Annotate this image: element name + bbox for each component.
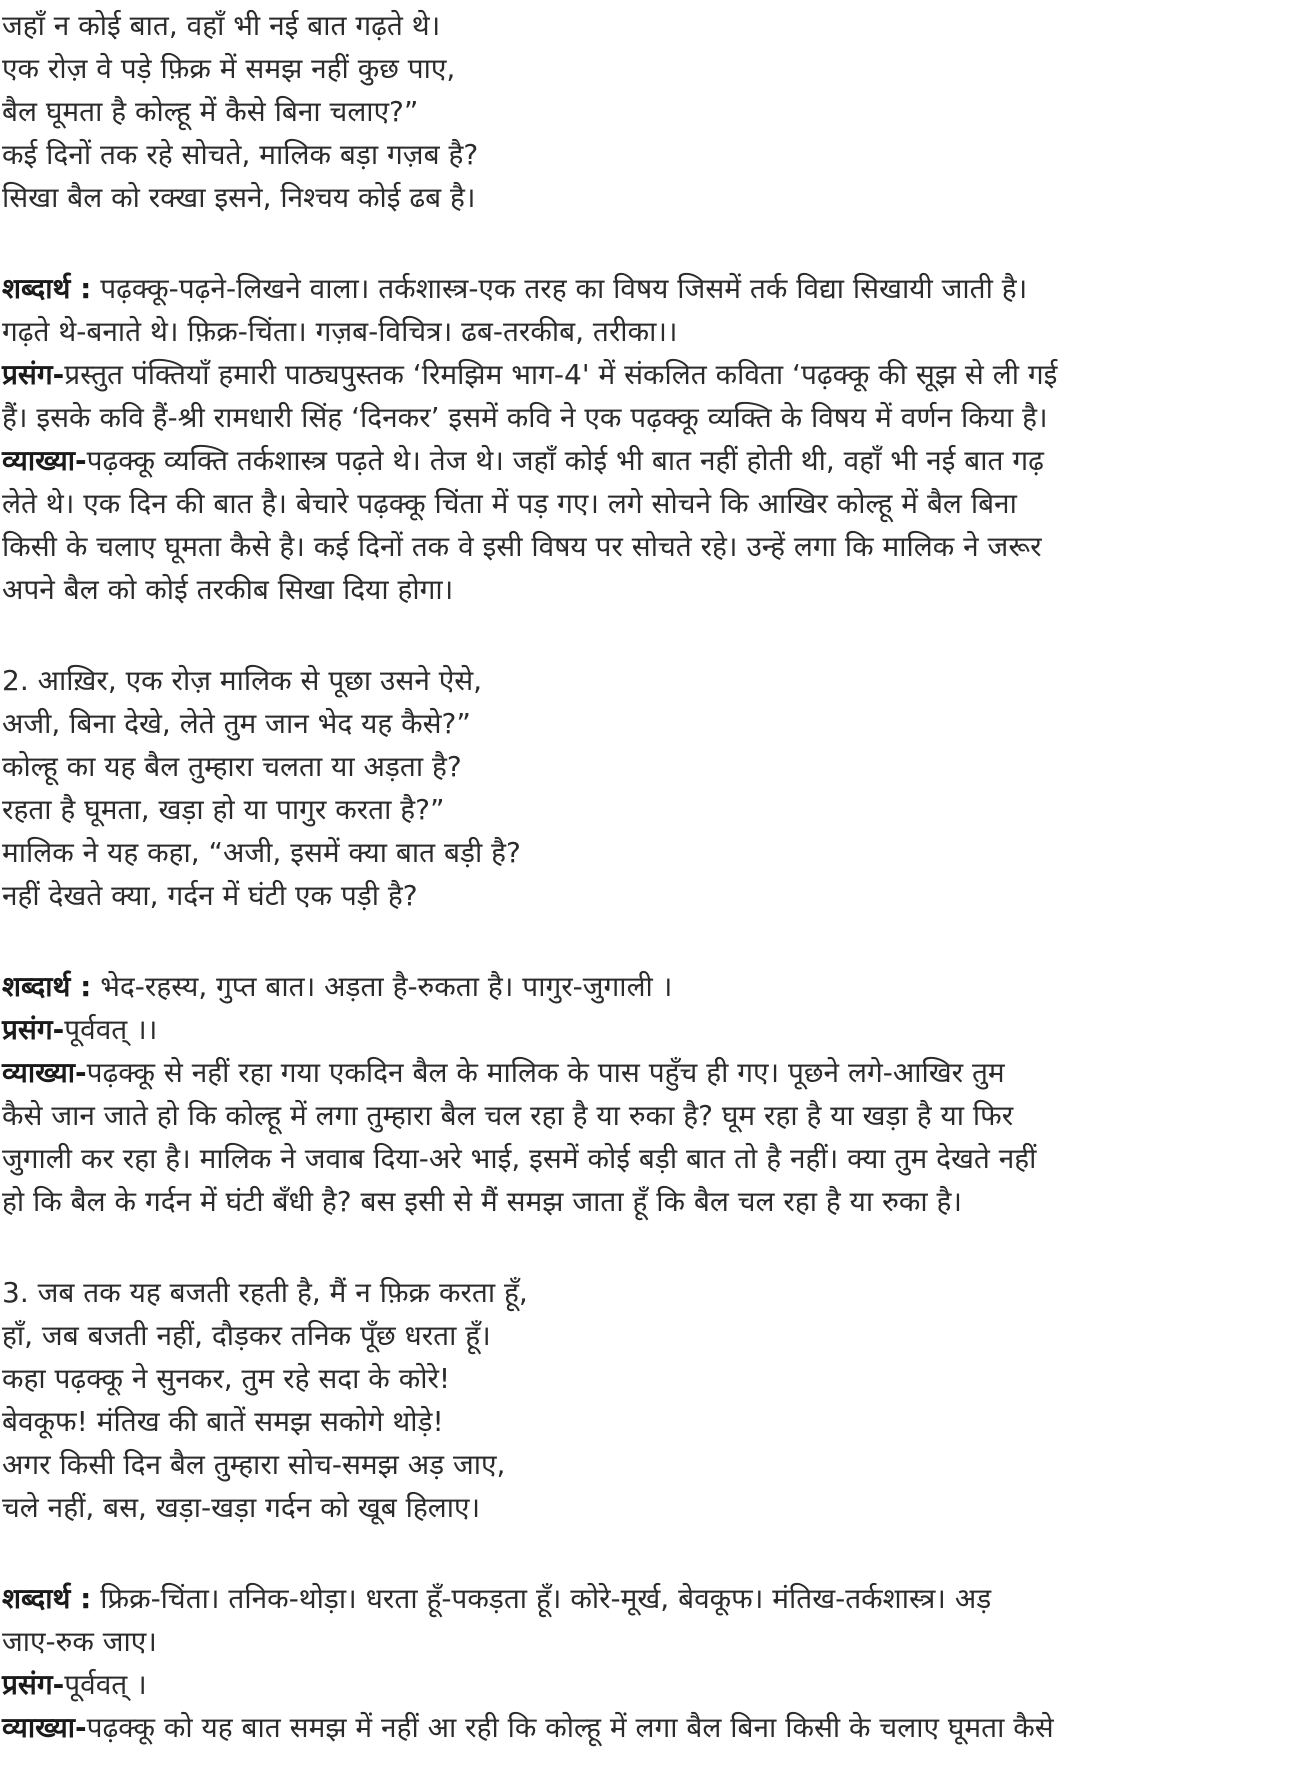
verse-line: एक रोज़ वे पड़े फ़िक्र में समझ नहीं कुछ पाए, <box>2 52 456 85</box>
verse-line: कई दिनों तक रहे सोचते, मालिक बड़ा गज़ब है? <box>2 138 479 171</box>
vyakhya-line <box>2 1051 1300 1094</box>
shabdarth-label: शब्दार्थ : <box>2 970 92 1003</box>
verse-line: अजी, बिना देखे, लेते तुम जान भेद यह कैसे?” <box>2 707 471 740</box>
shabdarth-text: फ्रिक्र-चिंता। तनिक-थोड़ा। धरता हूँ-पकड़ता हूँ। कोरे-मूर्ख, बेवकूफ। मंतिख-तर्कशास्त्र। अड़ <box>91 1582 992 1615</box>
vyakhya-line: लेते थे। एक दिन की बात है। बेचारे पढ़क्कू चिंता में पड़ गए। लगे सोचने कि आखिर कोल्हू में बैल बिना <box>2 487 1017 520</box>
spacer <box>2 219 1300 267</box>
prasang-label: प्रसंग- <box>2 358 65 391</box>
shabdarth-text: पढ़क्कू-पढ़ने-लिखने वाला। तर्कशास्त्र-एक तरह का विषय जिसमें तर्क विद्या सिखायी जाती है। <box>91 272 1028 305</box>
verse-line: कोल्हू का यह बैल तुम्हारा चलता या अड़ता है? <box>2 750 462 783</box>
section-1-notes <box>2 267 1300 611</box>
prasang-label: प्रसंग- <box>2 1013 65 1046</box>
vyakhya-text: पढ़क्कू से नहीं रहा गया एकदिन बैल के मालिक के पास पहुँच ही गए। पूछने लगे-आखिर तुम <box>86 1056 1005 1089</box>
verse-line: मालिक ने यह कहा, “अजी, इसमें क्या बात बड़ी है? <box>2 836 521 869</box>
prasang-text: प्रस्तुत पंक्तियाँ हमारी पाठ्यपुस्तक ‘रिमझिम भाग-4' में संकलित कविता ‘पढ़क्कू की सूझ से ली गई <box>64 358 1058 391</box>
vyakhya-line: अपने बैल को कोई तरकीब सिखा दिया होगा। <box>2 573 454 606</box>
shabdarth-line <box>2 965 1300 1008</box>
shabdarth-line: गढ़ते थे-बनाते थे। फ़िक्र-चिंता। गज़ब-विचित्र। ढब-तरकीब, तरीका।। <box>2 315 678 348</box>
vyakhya-text: पढ़क्कू को यह बात समझ में नहीं आ रही कि कोल्हू में लगा बैल बिना किसी के चलाए घूमता कैसे <box>86 1711 1054 1744</box>
stanza-1 <box>2 4 1300 219</box>
vyakhya-line: किसी के चलाए घूमता कैसे है। कई दिनों तक वे इसी विषय पर सोचते रहे। उन्हें लगा कि मालिक ने जरूर <box>2 530 1042 563</box>
shabdarth-line <box>2 267 1300 310</box>
verse-line: नहीं देखते क्या, गर्दन में घंटी एक पड़ी है? <box>2 879 418 912</box>
vyakhya-line: कैसे जान जाते हो कि कोल्हू में लगा तुम्हारा बैल चल रहा है या रुका है? घूम रहा है या खड़ा है या फिर <box>2 1099 1014 1132</box>
shabdarth-label: शब्दार्थ : <box>2 272 92 305</box>
vyakhya-label: व्याख्या- <box>2 1711 87 1744</box>
vyakhya-line <box>2 1706 1300 1749</box>
shabdarth-line <box>2 1577 1300 1620</box>
shabdarth-line: जाए-रुक जाए। <box>2 1625 157 1658</box>
stanza-2 <box>2 659 1300 917</box>
shabdarth-text: भेद-रहस्य, गुप्त बात। अड़ता है-रुकता है। पागुर-जुगाली । <box>91 970 673 1003</box>
shabdarth-label: शब्दार्थ : <box>2 1582 92 1615</box>
vyakhya-line: जुगाली कर रहा है। मालिक ने जवाब दिया-अरे भाई, इसमें कोई बड़ी बात तो है नहीं। क्या तुम देखते नहीं <box>2 1142 1037 1175</box>
verse-line: रहता है घूमता, खड़ा हो या पागुर करता है?” <box>2 793 445 826</box>
vyakhya-label: व्याख्या- <box>2 444 87 477</box>
verse-line: बेवकूफ! मंतिख की बातें समझ सकोगे थोड़े! <box>2 1405 444 1438</box>
verse-line: 3. जब तक यह बजती रहती है, मैं न फ़िक्र करता हूँ, <box>2 1276 528 1309</box>
verse-line: सिखा बैल को रक्खा इसने, निश्चय कोई ढब है। <box>2 181 476 214</box>
vyakhya-line <box>2 439 1300 482</box>
verse-line: जहाँ न कोई बात, वहाँ भी नई बात गढ़ते थे। <box>2 9 441 42</box>
vyakhya-text: पढ़क्कू व्यक्ति तर्कशास्त्र पढ़ते थे। तेज थे। जहाँ कोई भी बात नहीं होती थी, वहाँ भी नई बात गढ़ <box>86 444 1044 477</box>
vyakhya-label: व्याख्या- <box>2 1056 87 1089</box>
prasang-line <box>2 1663 1300 1706</box>
spacer <box>2 1223 1300 1271</box>
prasang-line: हैं। इसके कवि हैं-श्री रामधारी सिंह ‘दिनकर’ इसमें कवि ने एक पढ़क्कू व्यक्ति के विषय में वर्णन किया है। <box>2 401 1048 434</box>
prasang-text: पूर्ववत् ।। <box>64 1013 158 1046</box>
section-3-notes <box>2 1577 1300 1749</box>
prasang-line <box>2 353 1300 396</box>
verse-line: अगर किसी दिन बैल तुम्हारा सोच-समझ अड़ जाए, <box>2 1448 506 1481</box>
verse-line: 2. आख़िर, एक रोज़ मालिक से पूछा उसने ऐसे, <box>2 664 483 697</box>
prasang-label: प्रसंग- <box>2 1668 65 1701</box>
spacer <box>2 1529 1300 1577</box>
verse-line: बैल घूमता है कोल्हू में कैसे बिना चलाए?” <box>2 95 419 128</box>
spacer <box>2 611 1300 659</box>
verse-line: कहा पढ़क्कू ने सुनकर, तुम रहे सदा के कोरे! <box>2 1362 451 1395</box>
prasang-line <box>2 1008 1300 1051</box>
vyakhya-line: हो कि बैल के गर्दन में घंटी बँधी है? बस इसी से मैं समझ जाता हूँ कि बैल चल रहा है या रुका है। <box>2 1185 962 1218</box>
spacer <box>2 917 1300 965</box>
section-2-notes <box>2 965 1300 1223</box>
verse-line: चले नहीं, बस, खड़ा-खड़ा गर्दन को खूब हिलाए। <box>2 1491 481 1524</box>
stanza-3 <box>2 1271 1300 1529</box>
prasang-text: पूर्ववत् । <box>64 1668 147 1701</box>
verse-line: हाँ, जब बजती नहीं, दौड़कर तनिक पूँछ धरता हूँ। <box>2 1319 491 1352</box>
